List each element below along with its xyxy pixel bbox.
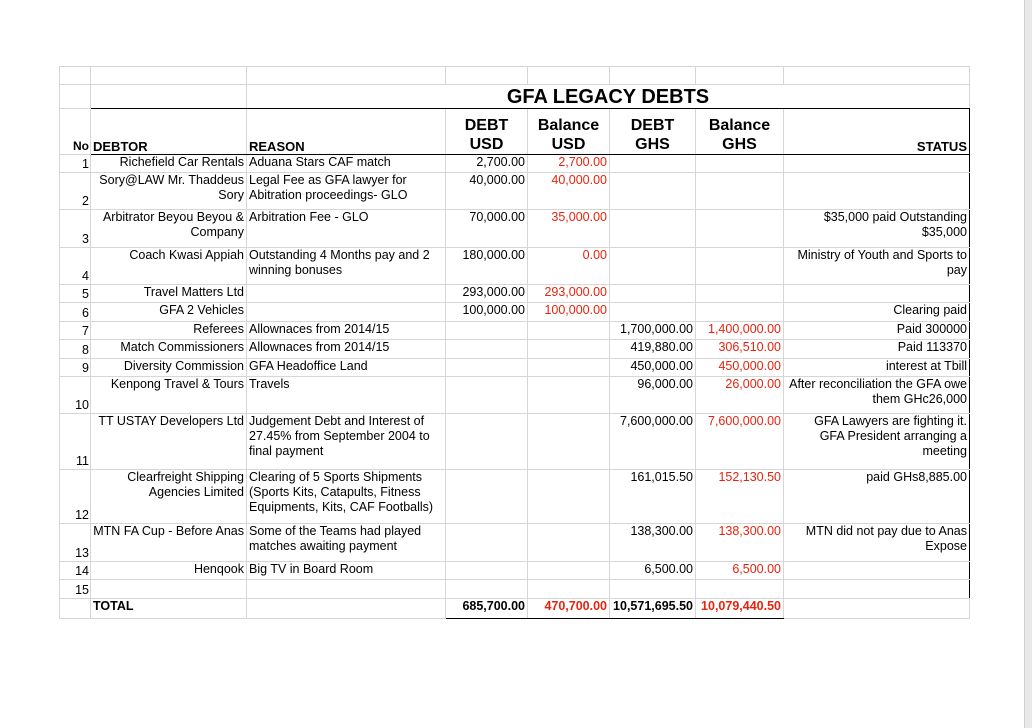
cell-debt-usd: 293,000.00 xyxy=(446,285,528,303)
total-debt-ghs: 10,571,695.50 xyxy=(610,599,696,619)
row-number: 11 xyxy=(60,414,91,470)
cell-balance-usd xyxy=(528,414,610,470)
cell-debtor: MTN FA Cup - Before Anas xyxy=(91,524,247,562)
cell-status xyxy=(784,285,970,303)
cell-debtor: Coach Kwasi Appiah xyxy=(91,248,247,285)
cell-debtor: Sory@LAW Mr. Thaddeus Sory xyxy=(91,173,247,210)
cell-debt-ghs: 96,000.00 xyxy=(610,377,696,414)
cell-balance-ghs: 26,000.00 xyxy=(696,377,784,414)
cell-balance-usd: 0.00 xyxy=(528,248,610,285)
cell-debt-usd xyxy=(446,524,528,562)
cell-status xyxy=(784,562,970,580)
row-number: 8 xyxy=(60,340,91,359)
cell-balance-usd xyxy=(528,524,610,562)
total-balance-usd: 470,700.00 xyxy=(528,599,610,619)
cell-debtor: Diversity Commission xyxy=(91,359,247,377)
cell-balance-usd: 35,000.00 xyxy=(528,210,610,248)
row-number: 12 xyxy=(60,470,91,524)
cell-debt-ghs: 450,000.00 xyxy=(610,359,696,377)
cell-balance-ghs xyxy=(696,580,784,599)
cell-status: $35,000 paid Outstanding $35,000 xyxy=(784,210,970,248)
cell-debtor: Match Commissioners xyxy=(91,340,247,359)
row-number: 14 xyxy=(60,562,91,580)
cell-debt-usd xyxy=(446,562,528,580)
cell-debt-usd xyxy=(446,377,528,414)
cell-reason: Arbitration Fee - GLO xyxy=(247,210,446,248)
cell-balance-usd xyxy=(528,580,610,599)
row-number: 7 xyxy=(60,322,91,340)
table-row xyxy=(60,414,970,470)
debts-sheet xyxy=(59,66,970,619)
cell-status: After reconciliation the GFA owe them GHc26,000 xyxy=(784,377,970,414)
table-row xyxy=(60,524,970,562)
cell-debt-ghs xyxy=(610,210,696,248)
cell-debt-ghs xyxy=(610,155,696,173)
header-no: No xyxy=(60,109,91,155)
total-row xyxy=(60,599,970,619)
sheet-title: GFA LEGACY DEBTS xyxy=(247,85,970,109)
cell-status: Paid 300000 xyxy=(784,322,970,340)
cell-debt-ghs xyxy=(610,285,696,303)
cell-status: Paid 113370 xyxy=(784,340,970,359)
row-number: 4 xyxy=(60,248,91,285)
cell-debt-usd xyxy=(446,470,528,524)
table-row xyxy=(60,285,970,303)
cell-debt-ghs: 7,600,000.00 xyxy=(610,414,696,470)
cell-balance-ghs: 138,300.00 xyxy=(696,524,784,562)
cell-debtor: Henqook xyxy=(91,562,247,580)
cell-balance-usd xyxy=(528,359,610,377)
cell-balance-ghs xyxy=(696,155,784,173)
cell-debt-usd xyxy=(446,322,528,340)
row-number: 13 xyxy=(60,524,91,562)
total-blank xyxy=(247,599,446,619)
cell-balance-usd xyxy=(528,470,610,524)
cell-status xyxy=(784,580,970,599)
window-edge xyxy=(1024,0,1032,728)
header-status: STATUS xyxy=(784,109,970,155)
table-row xyxy=(60,173,970,210)
table-row xyxy=(60,377,970,414)
cell-status: interest at Tbill xyxy=(784,359,970,377)
cell-reason: Some of the Teams had played matches awaiting payment xyxy=(247,524,446,562)
cell-reason: Outstanding 4 Months pay and 2 winning bonuses xyxy=(247,248,446,285)
cell-debtor: Clearfreight Shipping Agencies Limited xyxy=(91,470,247,524)
table-row xyxy=(60,210,970,248)
cell-debt-ghs: 138,300.00 xyxy=(610,524,696,562)
cell-debt-ghs xyxy=(610,303,696,322)
table-row xyxy=(60,322,970,340)
row-number: 10 xyxy=(60,377,91,414)
header-reason: REASON xyxy=(247,109,446,155)
cell-balance-ghs: 7,600,000.00 xyxy=(696,414,784,470)
row-number: 5 xyxy=(60,285,91,303)
cell-status xyxy=(784,173,970,210)
cell-debt-usd xyxy=(446,359,528,377)
cell-debt-usd xyxy=(446,340,528,359)
cell-status: Ministry of Youth and Sports to pay xyxy=(784,248,970,285)
cell-balance-ghs: 306,510.00 xyxy=(696,340,784,359)
cell-status: MTN did not pay due to Anas Expose xyxy=(784,524,970,562)
total-balance-ghs: 10,079,440.50 xyxy=(696,599,784,619)
row-number: 3 xyxy=(60,210,91,248)
cell-debt-usd: 2,700.00 xyxy=(446,155,528,173)
table-row xyxy=(60,562,970,580)
cell-reason xyxy=(247,285,446,303)
header-debt-ghs: DEBT GHS xyxy=(610,109,696,155)
cell-debtor: Referees xyxy=(91,322,247,340)
cell-reason: Big TV in Board Room xyxy=(247,562,446,580)
cell-debt-usd xyxy=(446,414,528,470)
cell-reason xyxy=(247,580,446,599)
title-row xyxy=(60,85,970,109)
cell-debtor xyxy=(91,580,247,599)
cell-balance-usd xyxy=(528,340,610,359)
cell-balance-ghs: 152,130.50 xyxy=(696,470,784,524)
cell-debt-usd: 100,000.00 xyxy=(446,303,528,322)
cell-debt-usd: 40,000.00 xyxy=(446,173,528,210)
table-row xyxy=(60,359,970,377)
cell-reason: Judgement Debt and Interest of 27.45% from September 2004 to final payment xyxy=(247,414,446,470)
cell-reason: Allownaces from 2014/15 xyxy=(247,322,446,340)
cell-reason: Travels xyxy=(247,377,446,414)
cell-debt-usd: 180,000.00 xyxy=(446,248,528,285)
cell-balance-usd xyxy=(528,377,610,414)
cell-debt-ghs: 1,700,000.00 xyxy=(610,322,696,340)
cell-balance-usd xyxy=(528,322,610,340)
cell-debtor: GFA 2 Vehicles xyxy=(91,303,247,322)
sheet-body xyxy=(60,67,970,619)
cell-status: GFA Lawyers are fighting it. GFA President arranging a meeting xyxy=(784,414,970,470)
cell-balance-ghs xyxy=(696,248,784,285)
cell-balance-ghs xyxy=(696,173,784,210)
cell-status xyxy=(784,155,970,173)
cell-reason: Clearing of 5 Sports Shipments (Sports Kits, Catapults, Fitness Equipments, Kits, CAF Footballs) xyxy=(247,470,446,524)
cell-debtor: Richefield Car Rentals xyxy=(91,155,247,173)
cell-debt-ghs xyxy=(610,580,696,599)
cell-reason xyxy=(247,303,446,322)
header-row xyxy=(60,109,970,155)
row-number: 9 xyxy=(60,359,91,377)
cell-debt-ghs: 161,015.50 xyxy=(610,470,696,524)
row-number: 15 xyxy=(60,580,91,599)
blank-row xyxy=(60,67,970,85)
header-balance-usd: Balance USD xyxy=(528,109,610,155)
table-row xyxy=(60,303,970,322)
cell-balance-ghs xyxy=(696,285,784,303)
table-row xyxy=(60,470,970,524)
header-balance-ghs: Balance GHS xyxy=(696,109,784,155)
cell-balance-usd: 40,000.00 xyxy=(528,173,610,210)
table-row xyxy=(60,248,970,285)
cell-balance-ghs: 1,400,000.00 xyxy=(696,322,784,340)
cell-balance-ghs: 6,500.00 xyxy=(696,562,784,580)
cell-debt-ghs xyxy=(610,248,696,285)
total-debt-usd: 685,700.00 xyxy=(446,599,528,619)
cell-reason: GFA Headoffice Land xyxy=(247,359,446,377)
cell-balance-usd: 2,700.00 xyxy=(528,155,610,173)
total-blank xyxy=(60,599,91,619)
cell-debtor: Kenpong Travel & Tours xyxy=(91,377,247,414)
cell-debt-ghs: 6,500.00 xyxy=(610,562,696,580)
row-number: 1 xyxy=(60,155,91,173)
cell-status: paid GHs8,885.00 xyxy=(784,470,970,524)
header-debtor: DEBTOR xyxy=(91,109,247,155)
cell-balance-ghs: 450,000.00 xyxy=(696,359,784,377)
cell-reason: Aduana Stars CAF match xyxy=(247,155,446,173)
table-row xyxy=(60,580,970,599)
cell-debt-ghs: 419,880.00 xyxy=(610,340,696,359)
table-row xyxy=(60,155,970,173)
cell-debtor: TT USTAY Developers Ltd xyxy=(91,414,247,470)
cell-reason: Legal Fee as GFA lawyer for Abitration proceedings- GLO xyxy=(247,173,446,210)
row-number: 2 xyxy=(60,173,91,210)
cell-reason: Allownaces from 2014/15 xyxy=(247,340,446,359)
cell-debt-usd: 70,000.00 xyxy=(446,210,528,248)
cell-balance-ghs xyxy=(696,303,784,322)
cell-balance-usd xyxy=(528,562,610,580)
cell-balance-usd: 293,000.00 xyxy=(528,285,610,303)
cell-balance-usd: 100,000.00 xyxy=(528,303,610,322)
cell-debtor: Arbitrator Beyou Beyou & Company xyxy=(91,210,247,248)
cell-debtor: Travel Matters Ltd xyxy=(91,285,247,303)
header-debt-usd: DEBT USD xyxy=(446,109,528,155)
table-row xyxy=(60,340,970,359)
cell-debt-usd xyxy=(446,580,528,599)
cell-balance-ghs xyxy=(696,210,784,248)
total-label: TOTAL xyxy=(91,599,247,619)
cell-debt-ghs xyxy=(610,173,696,210)
total-blank xyxy=(784,599,970,619)
cell-status: Clearing paid xyxy=(784,303,970,322)
row-number: 6 xyxy=(60,303,91,322)
